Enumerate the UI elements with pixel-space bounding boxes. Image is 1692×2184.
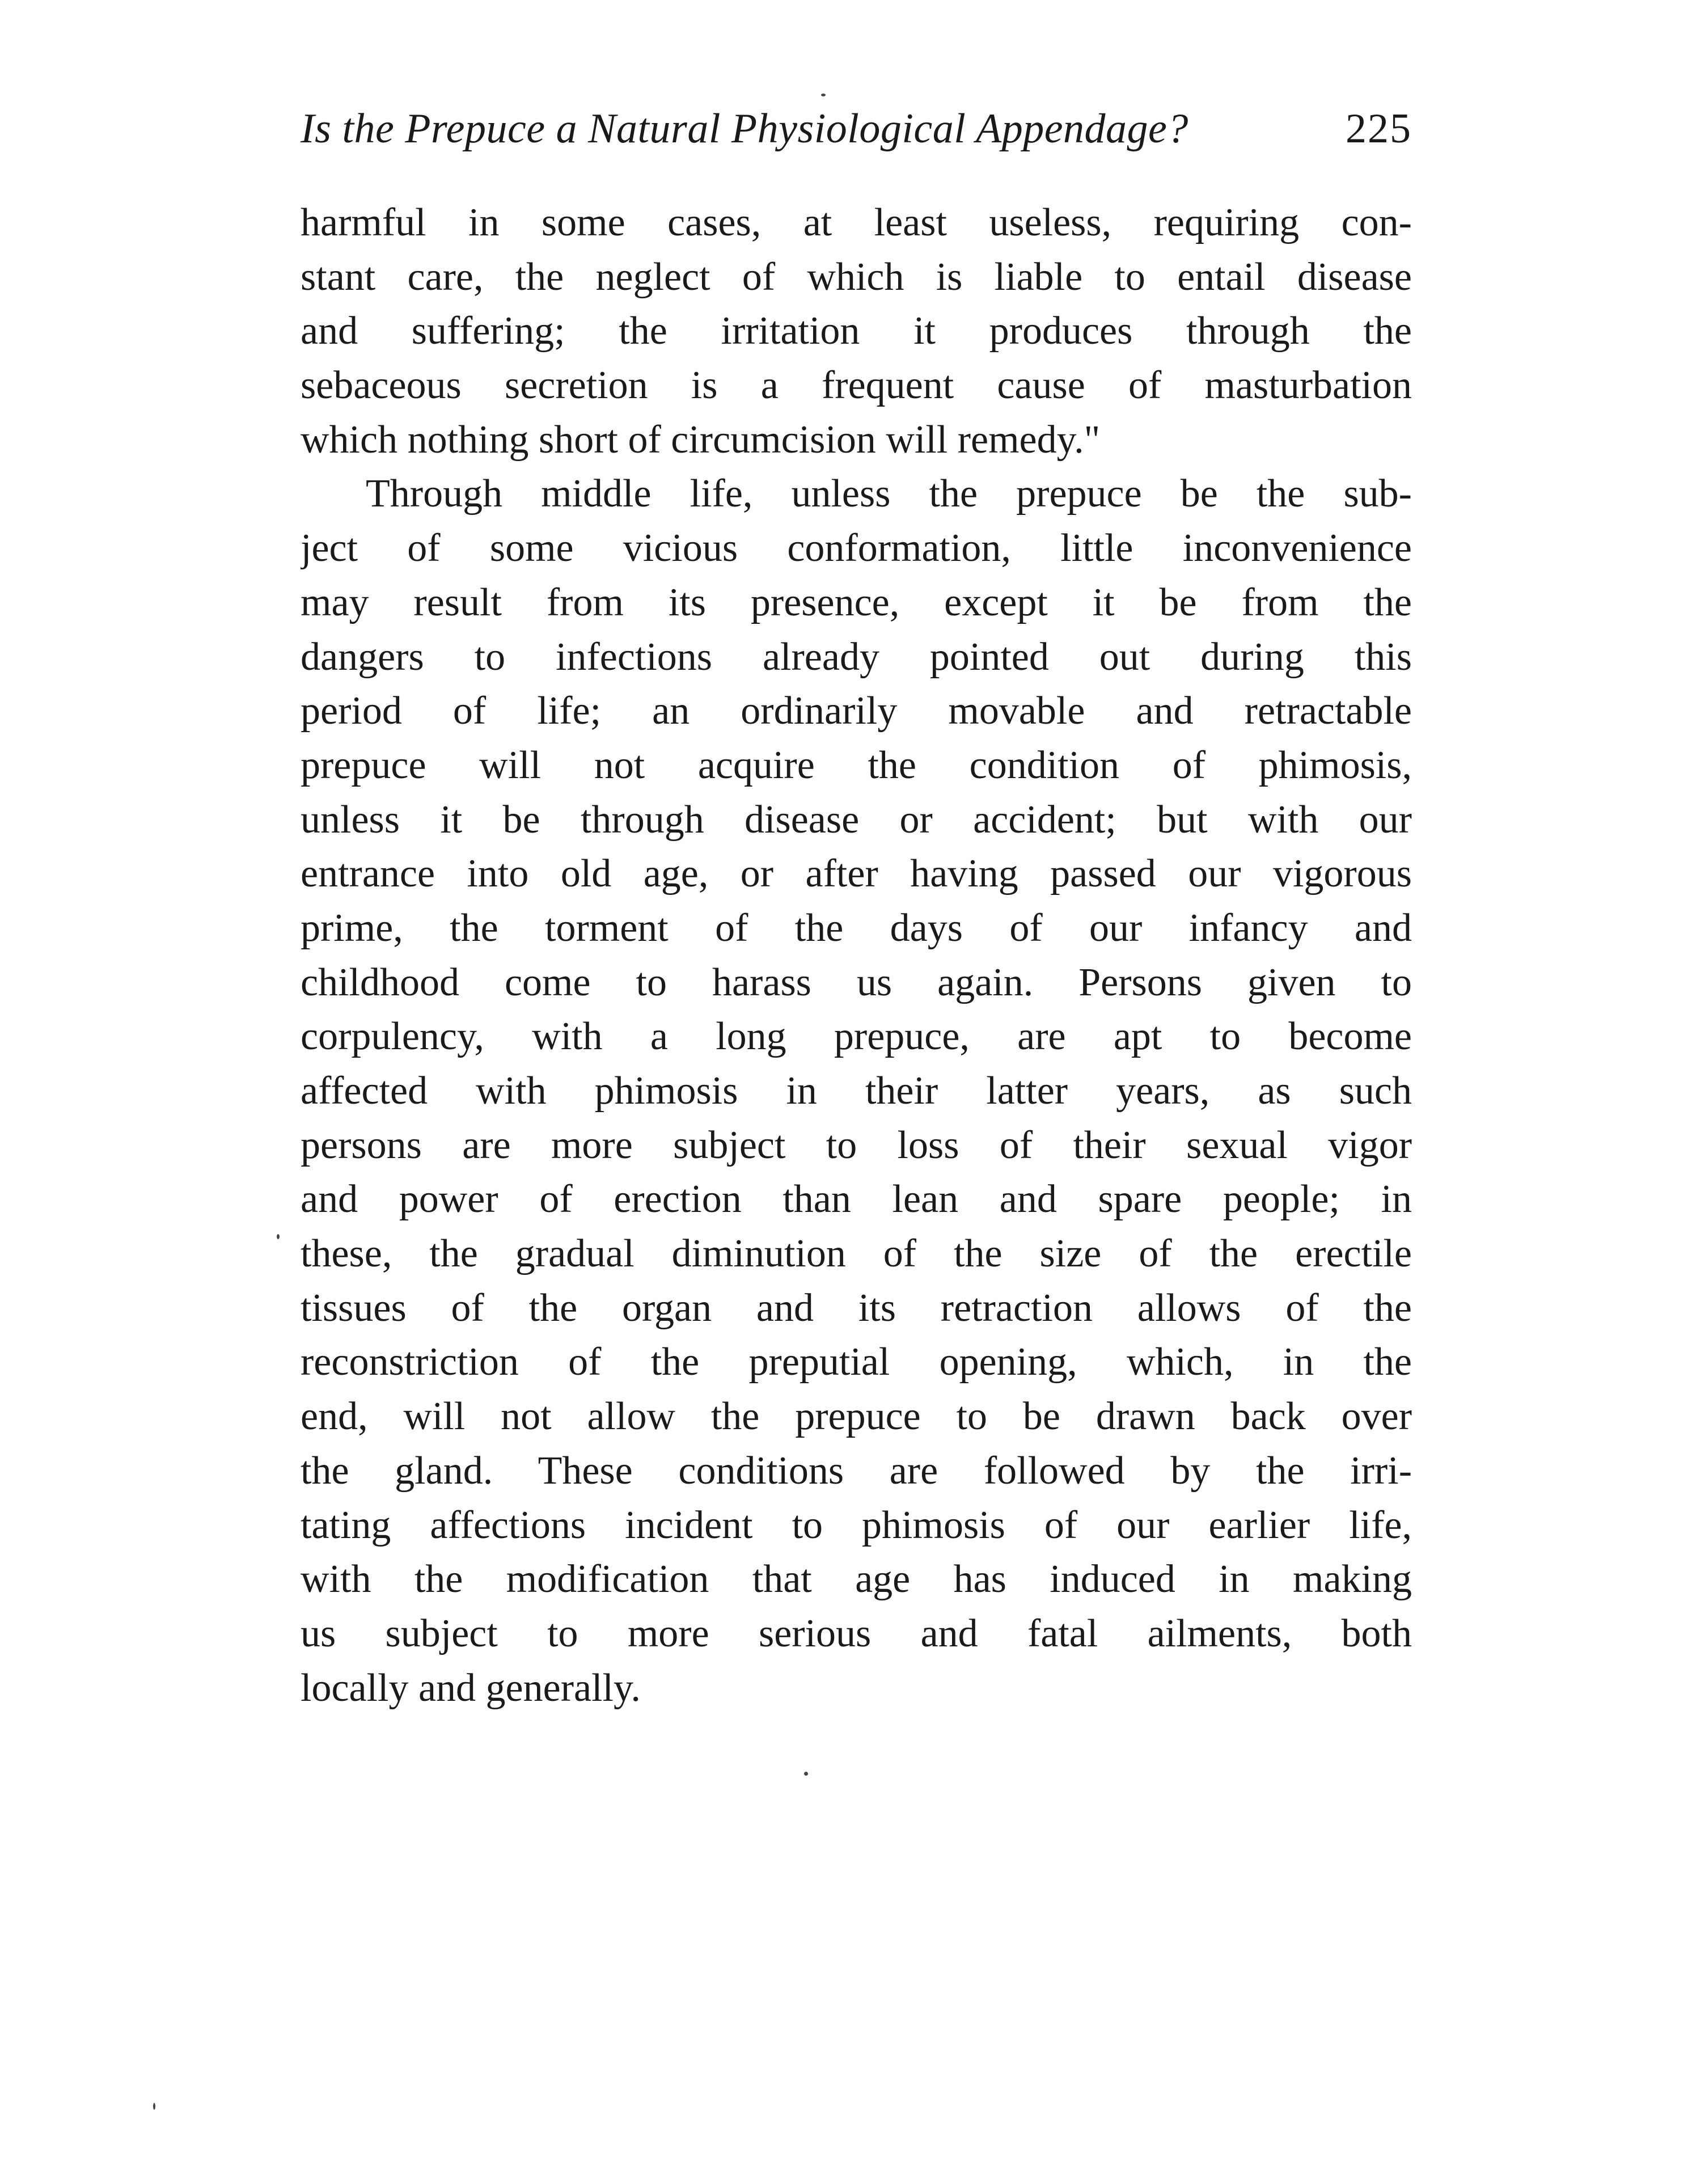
text-line: period of life; an ordinarily movable and retractable (301, 689, 1412, 733)
text-line: childhood come to harass us again. Persons given to (301, 960, 1412, 1004)
text-line: which nothing short of circumcision will remedy." (301, 417, 1101, 462)
text-line: Through middle life, unless the prepuce be the sub- (366, 472, 1412, 516)
text-line: end, will not allow the prepuce to be drawn back over (301, 1395, 1412, 1439)
text-line: and power of erection than lean and spare people; in (301, 1177, 1412, 1222)
print-speck (821, 94, 826, 96)
text-line: may result from its presence, except it be from the (301, 580, 1412, 624)
running-title: Is the Prepuce a Natural Physiological Appendage? (301, 105, 1188, 152)
print-speck (153, 2103, 155, 2110)
text-line: ject of some vicious conformation, little inconvenience (301, 526, 1412, 571)
text-line: dangers to infections already pointed out during this (301, 635, 1412, 679)
text-line: prime, the torment of the days of our infancy and (301, 906, 1412, 950)
text-line: harmful in some cases, at least useless, requiring con- (301, 201, 1412, 244)
text-line: tissues of the organ and its retraction allows of the (301, 1286, 1412, 1330)
text-line: prepuce will not acquire the condition of phimosis, (301, 743, 1412, 787)
page-header (301, 105, 1412, 167)
text-line: entrance into old age, or after having passed our vigorous (301, 852, 1412, 896)
print-speck (277, 1234, 280, 1239)
text-line: affected with phimosis in their latter years, as such (301, 1069, 1412, 1113)
text-line: tating affections incident to phimosis of our earlier life, (301, 1503, 1412, 1547)
body-text (301, 196, 1412, 1715)
print-speck (804, 1772, 808, 1776)
text-line: with the modification that age has induced in making (301, 1557, 1412, 1602)
text-line: the gland. These conditions are followed by the irri- (301, 1448, 1412, 1493)
page-number: 225 (1346, 105, 1412, 152)
text-line: us subject to more serious and fatal ailments, both (301, 1611, 1412, 1655)
text-line: locally and generally. (301, 1666, 641, 1710)
text-line: stant care, the neglect of which is liable to entail disease (301, 255, 1412, 299)
text-line: persons are more subject to loss of their sexual vigor (301, 1123, 1412, 1167)
text-line: reconstriction of the preputial opening, which, in the (301, 1340, 1412, 1384)
text-line: unless it be through disease or accident; but with our (301, 797, 1412, 842)
text-line: and suffering; the irritation it produces through the (301, 309, 1412, 353)
text-line: corpulency, with a long prepuce, are apt to become (301, 1015, 1412, 1059)
text-line: sebaceous secretion is a frequent cause of masturbation (301, 364, 1412, 408)
text-line: these, the gradual diminution of the size of the erectile (301, 1232, 1412, 1276)
